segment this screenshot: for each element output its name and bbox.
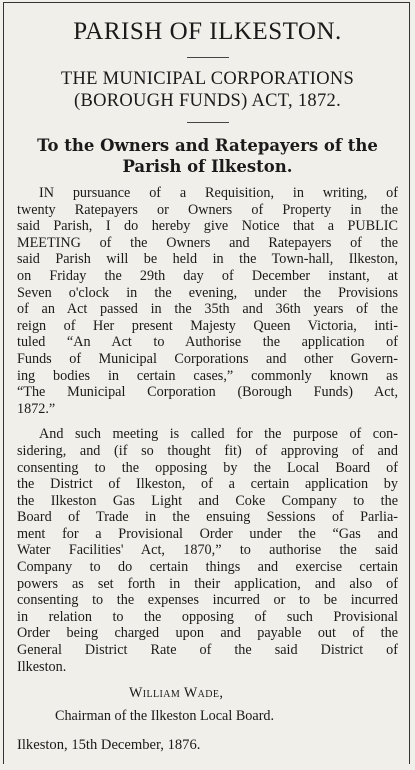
heading-line-2: Parish of Ilkeston.: [122, 157, 293, 176]
act-title-line-1: THE MUNICIPAL CORPORATIONS: [60, 69, 355, 89]
divider: [187, 57, 229, 58]
text-line: on Friday the 29th day of December instant, at: [17, 267, 398, 284]
text-line: tuled “An Act to Authorise the application of: [17, 334, 398, 351]
text-line: 1872.”: [17, 400, 56, 417]
text-line: in relation to the opposing of such Provisional: [17, 608, 398, 625]
text-line: Funds of Municipal Corporations and other Govern-: [17, 350, 398, 367]
notice-paragraph-1: [17, 185, 398, 417]
signatory-title: Chairman of the Ilkeston Local Board.: [55, 708, 275, 725]
text-line: powers as set forth in their application, and also of: [17, 575, 398, 592]
text-line: said Parish will be held in the Town-hall, Ilkeston,: [17, 251, 398, 268]
text-line: consenting to the opposing by the Local Board of: [17, 459, 398, 476]
text-line: consenting to the expenses incurred or to be incurred: [17, 592, 398, 609]
divider: [187, 122, 229, 123]
text-line: “The Municipal Corporation (Borough Funds) Act,: [17, 384, 398, 401]
text-line: MEETING of the Owners and Ratepayers of the: [17, 234, 398, 251]
text-line: said Parish, I do hereby give Notice that a PUBLIC: [17, 218, 398, 235]
notice-heading: [17, 135, 398, 177]
act-title: [17, 68, 398, 112]
dateline: Ilkeston, 15th December, 1876.: [17, 737, 201, 754]
text-line: twenty Ratepayers or Owners of Property in the: [17, 201, 398, 218]
text-line: Ilkeston.: [17, 658, 67, 675]
text-line: Water Facilities' Act, 1870,” to authorise the said: [17, 542, 398, 559]
notice-title: PARISH OF ILKESTON.: [73, 18, 342, 45]
text-line: General District Rate of the said District of: [17, 642, 398, 659]
text-line: reign of Her present Majesty Queen Victoria, inti-: [17, 317, 398, 334]
act-title-line-2: (BOROUGH FUNDS) ACT, 1872.: [74, 91, 341, 111]
text-line: the Ilkeston Gas Light and Coke Company to the: [17, 492, 398, 509]
notice-paragraph-2: [17, 426, 398, 675]
text-line: IN pursuance of a Requisition, in writing, of: [39, 185, 398, 201]
text-line: ment for a Provisional Order under the “Gas and: [17, 525, 398, 542]
heading-line-1: To the Owners and Ratepayers of the: [37, 136, 378, 155]
text-line: of an Act passed in the 35th and 36th years of the: [17, 301, 398, 318]
text-line: sidering, and (if so thought fit) of approving of and: [17, 442, 398, 459]
text-line: Order being charged upon and payable out of the: [17, 625, 398, 642]
text-line: ing bodies in certain cases,” commonly known as: [17, 367, 398, 384]
text-line: Board of Trade in the ensuing Sessions of Parlia-: [17, 509, 398, 526]
newspaper-notice: [3, 2, 410, 764]
text-line: Company to do certain things and exercise certain: [17, 559, 398, 576]
signatory-name: William Wade,: [129, 685, 224, 702]
text-line: the District of Ilkeston, of a certain application by: [17, 476, 398, 493]
text-line: Seven o'clock in the evening, under the Provisions: [17, 284, 398, 301]
text-line: And such meeting is called for the purpose of con-: [39, 426, 398, 443]
